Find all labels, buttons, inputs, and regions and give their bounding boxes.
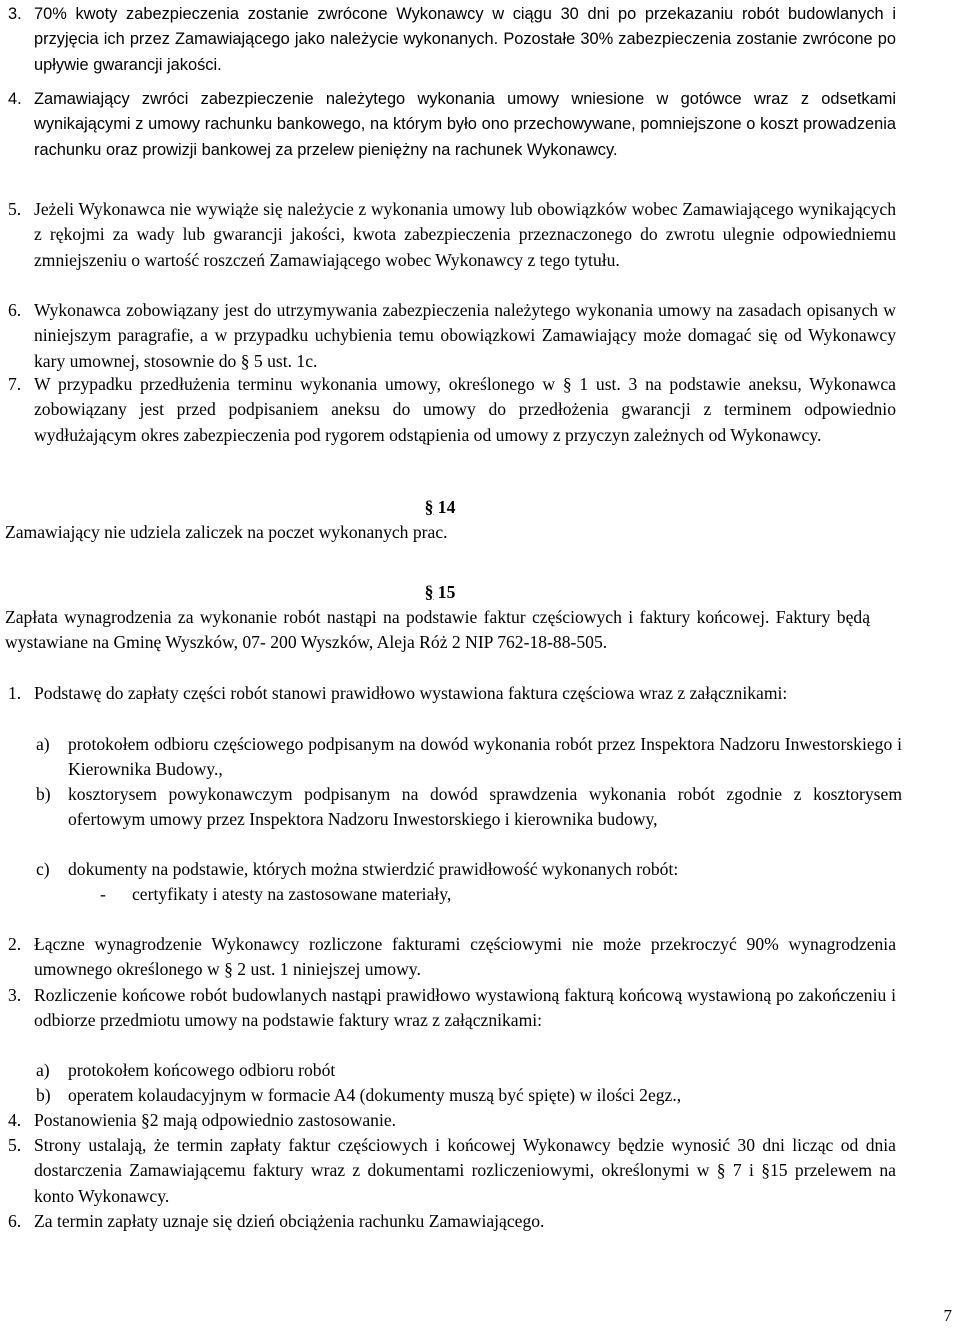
- item-number: 7.: [8, 374, 22, 394]
- item-letter: a): [36, 734, 50, 754]
- section-number: 14: [437, 497, 456, 517]
- item-number: 4.: [8, 1110, 22, 1130]
- paragraph-symbol: §: [424, 582, 434, 602]
- section-15-item-1b: [36, 782, 902, 833]
- section-15-item-4: [8, 1108, 896, 1133]
- item-text: protokołem końcowego odbioru robót: [68, 1060, 336, 1080]
- dash-marker: -: [100, 884, 106, 904]
- paragraph-symbol: §: [424, 497, 434, 517]
- item-text: Łączne wynagrodzenie Wykonawcy rozliczone fakturami częściowymi nie może przekroczyć 90% wynagrodzenia umownego określonego w § 2 ust. 1 niniejszej umowy.: [34, 934, 896, 980]
- section-15-item-1a: [36, 732, 902, 783]
- section-15-item-6: [8, 1209, 896, 1234]
- section-heading-14: [0, 495, 880, 520]
- item-text: Jeżeli Wykonawca nie wywiąże się należycie z wykonania umowy lub obowiązków wobec Zamawiającego wynikających z rękojmi za wady lub gwarancji jakości, kwota zabezpieczenia przeznaczonego do zwrotu ulegnie odpowiedniemu zmniejszeniu o wartość roszczeń Zamawiającego wobec Wykonawcy z tego tytułu.: [34, 199, 896, 270]
- section-15-item-1c: [36, 857, 902, 882]
- item-text: Podstawę do zapłaty części robót stanowi prawidłowo wystawiona faktura częściowa wraz z załącznikami:: [34, 683, 788, 703]
- section-heading-15: [0, 580, 880, 605]
- paragraph-item-4: [8, 87, 896, 163]
- section-15-item-3b: [36, 1083, 902, 1108]
- section-15-item-1c-dash: [100, 882, 860, 907]
- item-text: Strony ustalają, że termin zapłaty faktur częściowych i końcowej Wykonawcy będzie wynosić 30 dni licząc od dnia dostarczenia Zamawiającemu faktury wraz z dokumentami rozliczeniowymi, określonymi w § 7 i §15 przelewem na konto Wykonawcy.: [34, 1135, 896, 1206]
- section-15-item-2: [8, 932, 896, 983]
- item-letter: b): [36, 784, 51, 804]
- item-number: 2.: [8, 934, 22, 954]
- item-letter: c): [36, 859, 50, 879]
- section-14-text: Zamawiający nie udziela zaliczek na poczet wykonanych prac.: [5, 522, 448, 542]
- item-text: certyfikaty i atesty na zastosowane materiały,: [132, 884, 452, 904]
- item-text: W przypadku przedłużenia terminu wykonania umowy, określonego w § 1 ust. 3 na podstawie aneksu, Wykonawca zobowiązany jest przed podpisaniem aneksu do umowy do przedłożenia gwarancji z terminem odpowiednio wydłużającym okres zabezpieczenia pod rygorem odstąpienia od umowy z przyczyn zależnych od Wykonawcy.: [34, 374, 896, 445]
- item-number: 3.: [8, 985, 22, 1005]
- item-letter: a): [36, 1060, 50, 1080]
- paragraph-item-6: [8, 298, 896, 374]
- item-number: 6.: [8, 1211, 22, 1231]
- item-text: kosztorysem powykonawczym podpisanym na dowód sprawdzenia wykonania robót zgodnie z kosztorysem ofertowym umowy przez Inspektora Nadzoru Inwestorskiego i kierownika budowy,: [68, 784, 902, 830]
- paragraph-item-5: [8, 197, 896, 273]
- item-text: Postanowienia §2 mają odpowiednio zastosowanie.: [34, 1110, 397, 1130]
- section-15-intro: Zapłata wynagrodzenia za wykonanie robót nastąpi na podstawie faktur częściowych i faktury końcowej. Faktury będą wystawiane na Gminę Wyszków, 07- 200 Wyszków, Aleja Róż 2 NIP 762-18-88-505.: [5, 607, 870, 653]
- section-15-item-3a: [36, 1058, 902, 1083]
- item-number: 5.: [8, 1135, 22, 1155]
- section-number: 15: [437, 582, 456, 602]
- item-text: Za termin zapłaty uznaje się dzień obciążenia rachunku Zamawiającego.: [34, 1211, 545, 1231]
- section-15-item-1: [8, 681, 896, 706]
- item-text: dokumenty na podstawie, których można stwierdzić prawidłowość wykonanych robót:: [68, 859, 679, 879]
- item-number: 3.: [8, 5, 22, 23]
- item-text: Rozliczenie końcowe robót budowlanych nastąpi prawidłowo wystawioną fakturą końcową wystawioną po zakończeniu i odbiorze przedmiotu umowy na podstawie faktury wraz z załącznikami:: [34, 985, 896, 1031]
- item-text: operatem kolaudacyjnym w formacie A4 (dokumenty muszą być spięte) w ilości 2egz.,: [68, 1085, 682, 1105]
- item-text: protokołem odbioru częściowego podpisanym na dowód wykonania robót przez Inspektora Nadzoru Inwestorskiego i Kierownika Budowy.,: [68, 734, 902, 780]
- paragraph-item-7: [8, 372, 896, 448]
- section-15-item-5: [8, 1133, 896, 1209]
- item-number: 4.: [8, 90, 22, 108]
- item-text: 70% kwoty zabezpieczenia zostanie zwrócone Wykonawcy w ciągu 30 dni po przekazaniu robót budowlanych i przyjęcia ich przez Zamawiającego jako należycie wykonanych. Pozostałe 30% zabezpieczenia zostanie zwrócone po upływie gwarancji jakości.: [34, 5, 896, 74]
- section-15-item-3: [8, 983, 896, 1034]
- item-text: Zamawiający zwróci zabezpieczenie należytego wykonania umowy wniesione w gotówce wraz z odsetkami wynikającymi z umowy rachunku bankowego, na którym było ono przechowywane, pomniejszone o koszt prowadzenia rachunku oraz prowizji bankowej za przelew pieniężny na rachunek Wykonawcy.: [34, 90, 896, 159]
- paragraph-item-3: [8, 2, 896, 78]
- item-number: 5.: [8, 199, 22, 219]
- item-number: 1.: [8, 683, 22, 703]
- item-letter: b): [36, 1085, 51, 1105]
- item-number: 6.: [8, 300, 22, 320]
- item-text: Wykonawca zobowiązany jest do utrzymywania zabezpieczenia należytego wykonania umowy na zasadach opisanych w niniejszym paragrafie, a w przypadku uchybienia temu obowiązkowi Zamawiający może domagać się od Wykonawcy kary umownej, stosownie do § 5 ust. 1c.: [34, 300, 896, 371]
- page-number: 7: [943, 1306, 952, 1325]
